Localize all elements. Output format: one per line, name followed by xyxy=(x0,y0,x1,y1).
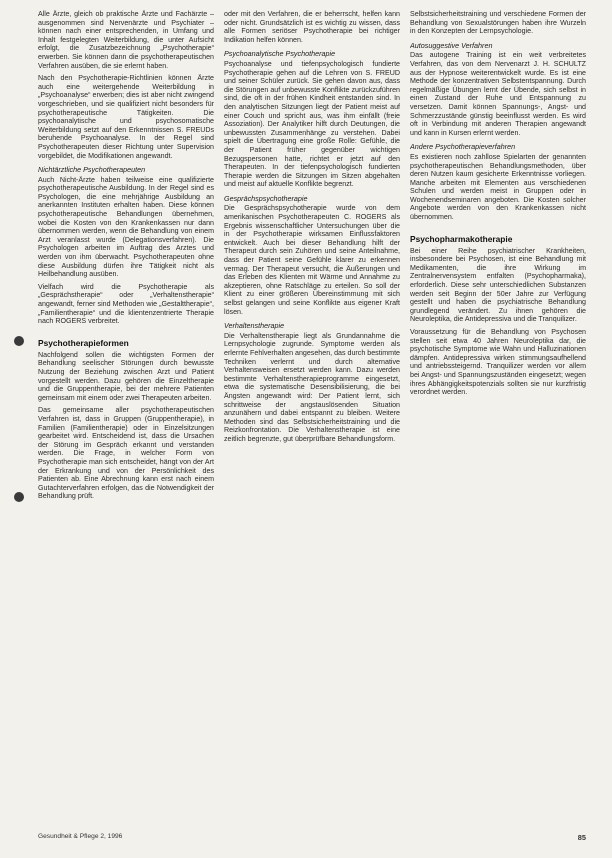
source-line: Gesundheit & Pflege 2, 1996 xyxy=(38,833,123,840)
paragraph: Nach den Psychotherapie-Richtlinien können Ärzte auch eine weitergehende Weiterbildung in „Psychoanalyse“ erwerben; dies ist aber nicht zwingend vorgeschrieben, und sie qualifiziert nicht besonders für psychotherapeutische Tätigkeiten. Die psychoanalytische und psychosomatische Weiterbildung setzt auf den Erkenntnissen S. FREUDs beruhende Psychoanalyse. In der Regel sind Psychotherapeuten dieser Richtung unter Supervision vorgebildet, die Modifikationen angewandt. xyxy=(38,74,214,160)
main-heading: Psychopharmakotherapie xyxy=(410,233,513,244)
paragraph: Bei einer Reihe psychiatrischer Krankheiten, insbesondere bei Psychosen, ist eine Behandlung mit Medikamenten, die ihre Wirkung im Zentralnervensystem entfalten (Psychopharmaka), erforderlich. Diese sehr unterschiedlichen Substanzen werden seit Beginn der 50er Jahre zur Verfügung gestellt und haben die psychiatrische Behandlung grundlegend verändert. Zu ihnen gehören die Neuroleptika, die Antidepressiva und die Tranquilizer. xyxy=(410,246,586,324)
paragraph: Das gemeinsame aller psychotherapeutischen Verfahren ist, dass in Gruppen (Gruppentherapie), in Familien (Familientherapie) oder in Einzelsitzungen gearbeitet wird. Entscheidend ist, dass die Ursachen der Störung im Gespräch erkannt und verstanden werden. Die Frage, in welcher Form von Psychotherapie man sich entscheidet, hängt von der Art der Erkrankung und von der Persönlichkeit des Patienten ab. Eine Abrechnung kann erst nach einem Gutachterverfahren erfolgen, das die Notwendigkeit der Behandlung prüft. xyxy=(38,406,214,501)
paragraph: Voraussetzung für die Behandlung von Psychosen stellen seit etwa 40 Jahren Neuroleptika dar, die psychotische Symptome wie Wahn und Halluzinationen dämpfen. Antidepressiva wirken stimmungsaufhellend und antriebssteigernd. Tranquilizer werden vor allem bei Angst- und Spannungszuständen eingesetzt; wegen ihres Abhängigkeitspotenzials sollten sie nur kurzfristig verordnet werden. xyxy=(410,328,586,397)
punch-hole-top xyxy=(14,336,24,346)
section-heading: Verhaltenstherapie xyxy=(224,321,285,331)
section-heading: Psychoanalytische Psychotherapie xyxy=(224,49,336,59)
page-number: 85 xyxy=(577,833,586,842)
main-heading: Psychotherapieformen xyxy=(38,337,129,348)
paragraph: oder mit den Verfahren, die er beherrscht, helfen kann oder nicht. Grundsätzlich ist es wichtig zu wissen, dass alle Formen seriöser Psychotherapie bei richtiger Indikation helfen können. xyxy=(224,10,400,44)
paragraph: Vielfach wird die Psychotherapie als „Gesprächstherapie“ oder „Verhaltenstherapie“ angewandt, ferner sind Methoden wie „Gestalttherapie“, „Familientherapie“ und die klientenzentrierte Therapie nach ROGERS verbreitet. xyxy=(38,282,214,326)
paragraph: Das autogene Training ist ein weit verbreitetes Verfahren, das von dem Nervenarzt J. H. SCHULTZ aus der Hypnose weiterentwickelt wurde. Es ist eine Methode der konzentrativen Selbstentspannung. Durch regelmäßige Übungen lernt der Übende, sich selbst in einen Zustand der Ruhe und Entspannung zu versetzen. Damit können Spannungs-, Angst- und Schmerzzustände günstig beeinflusst werden. Es wird oft in Verbindung mit anderen Therapien angewandt und kann in Kursen erlernt werden. xyxy=(410,51,586,137)
paragraph: Es existieren noch zahllose Spielarten der genannten psychotherapeutischen Behandlungsmethoden, über deren Nutzen kaum gesicherte Erkenntnisse vorliegen. Manche arbeiten mit Elementen aus verschiedenen Schulen und werden meist in Gruppen oder in Wochenendseminaren angeboten. Die Kosten solcher Angebote werden von den Krankenkassen nicht übernommen. xyxy=(410,152,586,222)
section-heading: Gesprächspsychotherapie xyxy=(224,193,308,203)
page-footer xyxy=(38,833,586,842)
column-3 xyxy=(410,10,586,818)
paragraph: Auch Nicht-Ärzte haben teilweise eine qualifizierte psychotherapeutische Ausbildung. In der Regel sind es Psychologen, die eine mehrjährige Ausbildung an anerkannten Instituten erhalten haben. Diese können psychotherapeutische Behandlungen übernehmen, wobei die Kosten von den Krankenkassen nur dann übernommen werden, wenn die Behandlung von einem Arzt veranlasst wurde (Delegationsverfahren). Die Psychologen arbeiten im Auftrag des Arztes und werden von ihm überwacht. Psychotherapeuten ohne diese Ausbildung dürfen ihre Tätigkeit nicht als Heilbehandlung ausüben. xyxy=(38,175,214,279)
section-heading: Nichtärztliche Psychotherapeuten xyxy=(38,165,146,175)
paragraph: Die Verhaltenstherapie liegt als Grundannahme die Lernpsychologie zugrunde. Symptome werden als erlernte Fehlverhalten angesehen, das durch bestimmte Techniken verlernt und durch alternative Verhaltensweisen ersetzt werden kann. Dazu werden bestimmte Verhaltenstherapieprogramme eingesetzt, etwa die systematische Desensibilisierung, die bei Ängsten angewandt wird: Der Patient lernt, sich schrittweise der angstauslösenden Situation anzunähern und dabei entspannt zu bleiben. Weitere Methoden sind das Selbstsicherheitstraining und die Reizkonfrontation. Die Verhaltenstherapie ist eine zeitlich begrenzte, gut überprüfbare Behandlungsform. xyxy=(224,331,400,443)
text-columns xyxy=(38,10,586,818)
section-heading: Autosuggestive Verfahren xyxy=(410,40,493,50)
punch-hole-bottom xyxy=(14,492,24,502)
column-2 xyxy=(224,10,400,818)
paragraph: Alle Ärzte, gleich ob praktische Ärzte und Fachärzte – ausgenommen sind Nervenärzte und Psychiater – können nach einer entsprechenden, in Umfang und Inhalt festgelegten Weiterbildung, die unter Aufsicht erfolgt, die Zusatzbezeichnung „Psychotherapie“ erwerben. Sie können dann die psychotherapeutischen Verfahren ausüben, die sie erlernt haben. xyxy=(38,10,214,70)
paragraph: Psychoanalyse und tiefenpsychologisch fundierte Psychotherapie gehen auf die Lehren von S. FREUD und seiner Schüler zurück. Sie gehen davon aus, dass die Störungen auf unbewusste Konflikte zurückzuführen sind, die oft in der frühen Kindheit entstanden sind. In den analytischen Sitzungen liegt der Patient meist auf einer Couch und spricht aus, was ihm einfällt (freie Assoziation). Der Analytiker hilft durch Deutungen, die unbewussten Zusammenhänge zu verstehen. Dabei spielt die Übertragung eine große Rolle: Gefühle, die der Patient früher gegenüber wichtigen Bezugspersonen hatte, richtet er jetzt auf den Therapeuten. In der tiefenpsychologisch fundierten Therapie werden die Sitzungen im Sitzen abgehalten und meist auf aktuelle Konflikte begrenzt. xyxy=(224,59,400,189)
paragraph: Nachfolgend sollen die wichtigsten Formen der Behandlung seelischer Störungen durch bewusste Nutzung der Beziehung zwischen Arzt und Patient vorgestellt werden. Dazu gehören die Einzeltherapie und die Gruppentherapie, bei der mehrere Patienten gemeinsam mit einem oder zwei Therapeuten arbeiten. xyxy=(38,350,214,402)
column-1 xyxy=(38,10,214,818)
paragraph: Selbstsicherheitstraining und verschiedene Formen der Behandlung von Sexualstörungen haben ihre Wurzeln in den Konzepten der Lernpsychologie. xyxy=(410,10,586,36)
section-heading: Andere Psychotherapieverfahren xyxy=(410,142,516,152)
paragraph: Die Gesprächspsychotherapie wurde von dem amerikanischen Psychotherapeuten C. ROGERS als Ergebnis wissenschaftlicher Untersuchungen über die in der Psychotherapie wirksamen Einflussfaktoren entwickelt. Auch bei dieser Behandlung hilft der Therapeut durch sein Zuhören und seine Anteilnahme, dass der Patient seine Gefühle klarer zu erkennen vermag. Der Therapeut versucht, die Äußerungen und das Erleben des Klienten mit Wärme und Annahme zu akzeptieren, ohne Ratschläge zu erteilen. So soll der Klient zu einer größeren Übereinstimmung mit sich selbst gelangen und seine Konflikte aus eigener Kraft lösen. xyxy=(224,204,400,316)
